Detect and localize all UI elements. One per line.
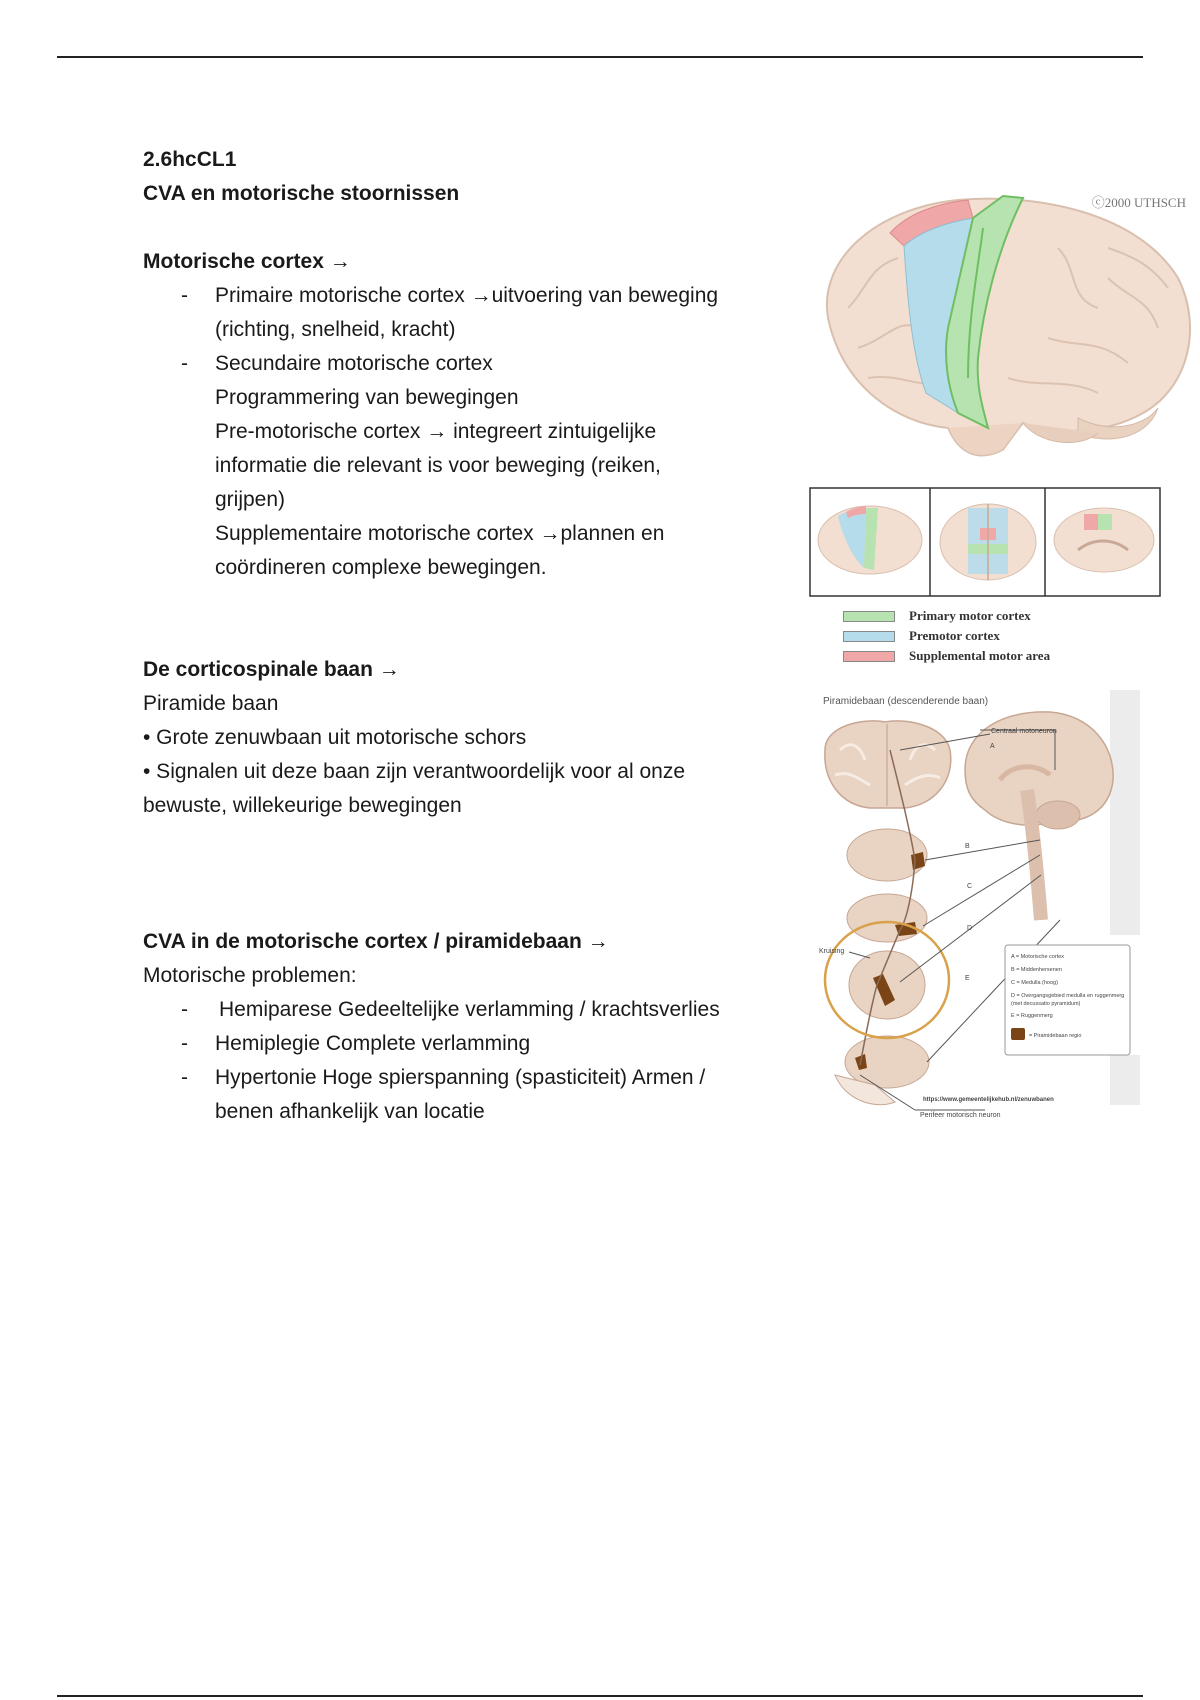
list-item-text: - Hypertonie Hoge spierspanning (spasticiteit) Armen / [215,1066,706,1089]
list-item-text: coördineren complexe bewegingen. [215,556,547,579]
figure-title: Piramidebaan (descenderende baan) [823,696,989,707]
label-peripheral-neuron: Perifeer motorisch neuron [920,1112,1001,1119]
doc-title: CVA en motorische stoornissen [143,182,460,205]
brain-illustration [808,188,1198,663]
fig2-legend-line: B = Middenhersenen [1011,967,1062,973]
label-central-motoneuron: Centraal motoneuron [991,728,1057,735]
fig2-legend-line: = Piramidebaan regio [1029,1033,1082,1039]
list-item-text: (richting, snelheid, kracht) [215,318,456,341]
document-body [143,143,793,1129]
label-A: A [990,743,995,750]
paragraph-line: • Signalen uit deze baan zijn verantwoordelijk voor al onze [143,760,686,783]
list-item-text: Supplementaire motorische cortex →plannen en [215,522,665,545]
spacer [143,211,793,245]
label-E: E [965,975,970,982]
legend-item [843,646,1050,666]
list-item-text: - Hemiplegie Complete verlamming [215,1032,531,1055]
fig2-legend-line: C = Medulla (hoog) [1011,980,1058,986]
list-item [143,347,793,585]
list-item-text: informatie die relevant is voor beweging (reiken, [215,454,661,477]
label-C: C [967,883,973,890]
legend-swatch [843,611,895,622]
motor-cortex-figure [808,188,1198,663]
list-item-text: - Secundaire motorische cortex [215,352,493,375]
list-item-text: benen afhankelijk van locatie [215,1100,485,1123]
paragraph-line: Motorische problemen: [143,964,357,987]
list-item-text: - Hemiparese Gedeeltelijke verlamming / krachtsverlies [219,998,720,1021]
fig2-legend-line: (met decussatio pyramidum) [1011,1001,1081,1007]
fig2-legend-line: A = Motorische cortex [1011,954,1065,960]
legend-swatch [843,631,895,642]
motor-problems-list [143,993,793,1129]
spacer [143,585,793,653]
section-heading-corticospinal: De corticospinale baan → [143,658,400,681]
doc-code: 2.6hcCL1 [143,148,237,171]
list-item [143,279,793,347]
label-kruising: Kruising [819,948,845,955]
label-D: D [967,925,973,932]
pyramidal-tract-illustration [815,690,1145,1120]
source-url: https://www.gemeentelijkehub.nl/zenuwbanen [923,1097,1054,1103]
pyramidal-tract-figure [815,690,1145,1120]
figure-legend [843,606,1050,666]
list-item [143,1027,793,1061]
list-item-text: grijpen) [215,488,286,511]
footer-rule [57,1695,1143,1697]
legend-item [843,606,1050,626]
list-item [143,1061,793,1129]
legend-label: Premotor cortex [909,628,1000,643]
legend-swatch [843,651,895,662]
paragraph-line: bewuste, willekeurige bewegingen [143,794,462,817]
list-item-text: Pre-motorische cortex → integreert zintuigelijke [215,420,657,443]
fig2-legend-line: E = Ruggenmerg [1011,1013,1053,1019]
section-heading-cva: CVA in de motorische cortex / piramidebaan → [143,930,609,953]
paragraph-line: • Grote zenuwbaan uit motorische schors [143,726,527,749]
legend-label: Supplemental motor area [909,648,1051,663]
paragraph-line: Piramide baan [143,692,279,715]
spacer [143,823,793,925]
header-rule [57,56,1143,58]
list-item [143,993,793,1027]
list-item-text: Programmering van bewegingen [215,386,519,409]
list-item-text: - Primaire motorische cortex →uitvoering van beweging [215,284,719,307]
label-B: B [965,843,970,850]
legend-item [843,626,1050,646]
legend-label: Primary motor cortex [909,608,1031,623]
motor-cortex-list [143,279,793,585]
fig2-legend-line: D = Overgangsgebied medulla en ruggenmerg [1011,993,1125,999]
copyright-text: ⓒ2000 UTHSCH [1091,195,1186,210]
section-heading-motor-cortex: Motorische cortex → [143,250,351,273]
